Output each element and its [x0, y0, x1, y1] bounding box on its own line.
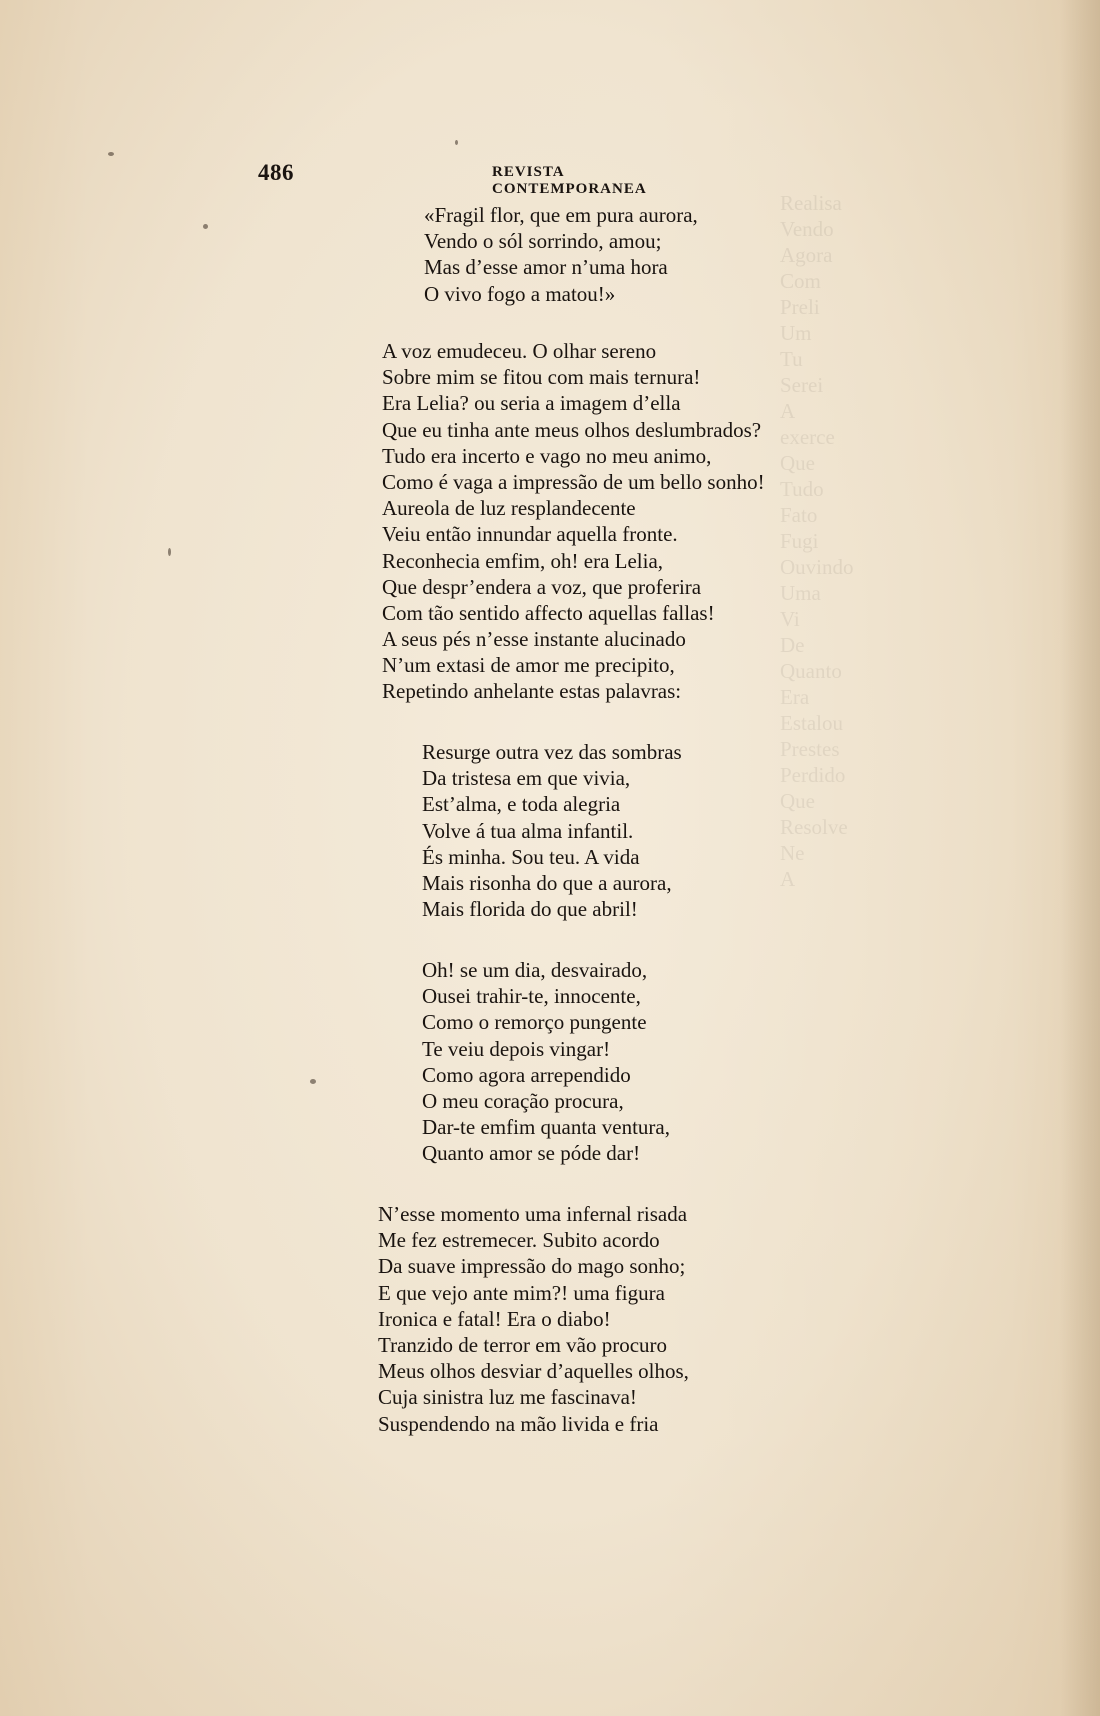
- ink-speck: [203, 224, 208, 229]
- ink-speck: [310, 1079, 316, 1084]
- verse-line: Sobre mim se fitou com mais ternura!: [382, 365, 701, 390]
- verse-line: Mais risonha do que a aurora,: [422, 870, 672, 895]
- verse-line: Da tristesa em que vivia,: [422, 766, 631, 791]
- verse-line: O vivo fogo a matou!»: [424, 281, 616, 306]
- verse-line: Mas d’esse amor n’uma hora: [424, 255, 668, 280]
- verse-line: Resurge outra vez das sombras: [422, 740, 682, 764]
- ink-speck: [168, 548, 171, 556]
- bleed-through-word: Perdido: [780, 763, 846, 787]
- verse-line: Da suave impressão do mago sonho;: [378, 1254, 686, 1279]
- poem-stanza-1: [422, 739, 682, 922]
- page-edge-shadow: [1060, 0, 1100, 1716]
- running-title: REVISTA CONTEMPORANEA: [492, 164, 647, 197]
- verse-line: Reconhecia emfim, oh! era Lelia,: [382, 548, 664, 573]
- bleed-through-word: Tudo: [780, 477, 824, 501]
- verse-line: Dar-te emfim quanta ventura,: [422, 1115, 670, 1140]
- verse-line: Como é vaga a impressão de um bello sonho!: [382, 469, 765, 494]
- bleed-through-word: Agora: [780, 243, 833, 267]
- bleed-through-word: Fugi: [780, 529, 819, 553]
- bleed-through-word: Quanto: [780, 659, 842, 683]
- bleed-through-word: Prestes: [780, 737, 840, 761]
- verse-line: Quanto amor se póde dar!: [422, 1141, 641, 1166]
- ink-speck: [455, 140, 458, 145]
- bleed-through-word: A: [780, 399, 796, 423]
- bleed-through-word: Uma: [780, 581, 821, 605]
- song-quote-stanza: [424, 202, 698, 307]
- verse-line: «Fragil flor, que em pura aurora,: [424, 203, 698, 227]
- page-number: 486: [258, 160, 294, 185]
- bleed-through-word: exerce: [780, 425, 835, 449]
- bleed-through-word: Vi: [780, 607, 800, 631]
- verse-line: Me fez estremecer. Subito acordo: [378, 1228, 660, 1253]
- verse-line: Vendo o sól sorrindo, amou;: [424, 229, 662, 254]
- verse-line: N’esse momento uma infernal risada: [378, 1202, 688, 1226]
- bleed-through-word: Ouvindo: [780, 555, 854, 579]
- bleed-through-word: Ne: [780, 841, 805, 865]
- verse-line: Como agora arrependido: [422, 1062, 631, 1087]
- bleed-through-text: [780, 190, 890, 892]
- bleed-through-word: Serei: [780, 373, 824, 397]
- bleed-through-word: Fato: [780, 503, 818, 527]
- verse-line: Era Lelia? ou seria a imagem d’ella: [382, 391, 681, 416]
- verse-line: Que despr’endera a voz, que proferira: [382, 574, 702, 599]
- verse-line: Oh! se um dia, desvairado,: [422, 958, 648, 982]
- bleed-through-word: Preli: [780, 295, 820, 319]
- narrative-stanza-2: [378, 1201, 689, 1437]
- bleed-through-word: Que: [780, 451, 815, 475]
- verse-line: A voz emudeceu. O olhar sereno: [382, 339, 657, 363]
- verse-line: Volve á tua alma infantil.: [422, 818, 634, 843]
- poem-stanza-2: [422, 957, 670, 1167]
- bleed-through-word: Resolve: [780, 815, 848, 839]
- bleed-through-word: Estalou: [780, 711, 843, 735]
- bleed-through-word: Realisa: [780, 191, 842, 215]
- bleed-through-word: Tu: [780, 347, 803, 371]
- bleed-through-word: De: [780, 633, 805, 657]
- verse-line: Que eu tinha ante meus olhos deslumbrados?: [382, 417, 762, 442]
- verse-line: Ironica e fatal! Era o diabo!: [378, 1306, 611, 1331]
- verse-line: Est’alma, e toda alegria: [422, 792, 621, 817]
- verse-line: Como o remorço pungente: [422, 1010, 647, 1035]
- verse-line: Mais florida do que abril!: [422, 897, 638, 922]
- verse-line: Tranzido de terror em vão procuro: [378, 1332, 668, 1357]
- bleed-through-word: Era: [780, 685, 810, 709]
- verse-line: Repetindo anhelante estas palavras:: [382, 679, 682, 704]
- verse-line: Com tão sentido affecto aquellas fallas!: [382, 600, 715, 625]
- bleed-through-word: Um: [780, 321, 812, 345]
- verse-line: És minha. Sou teu. A vida: [422, 844, 640, 869]
- verse-line: Te veiu depois vingar!: [422, 1036, 611, 1061]
- bleed-through-word: Que: [780, 789, 815, 813]
- verse-line: O meu coração procura,: [422, 1088, 624, 1113]
- verse-line: Veiu então innundar aquella fronte.: [382, 522, 678, 547]
- verse-line: Cuja sinistra luz me fascinava!: [378, 1385, 637, 1410]
- verse-line: Tudo era incerto e vago no meu animo,: [382, 443, 712, 468]
- verse-line: A seus pés n’esse instante alucinado: [382, 627, 686, 652]
- ink-speck: [108, 152, 114, 156]
- narrative-stanza-1: [382, 338, 765, 705]
- verse-line: Suspendendo na mão livida e fria: [378, 1411, 659, 1436]
- bleed-through-word: A: [780, 867, 796, 891]
- verse-line: Aureola de luz resplandecente: [382, 496, 636, 521]
- bleed-through-word: Vendo: [780, 217, 834, 241]
- verse-line: Ousei trahir-te, innocente,: [422, 984, 641, 1009]
- verse-line: N’um extasi de amor me precipito,: [382, 653, 675, 678]
- verse-line: E que vejo ante mim?! uma figura: [378, 1280, 665, 1305]
- running-header: [258, 160, 720, 197]
- bleed-through-word: Com: [780, 269, 821, 293]
- verse-line: Meus olhos desviar d’aquelles olhos,: [378, 1359, 689, 1384]
